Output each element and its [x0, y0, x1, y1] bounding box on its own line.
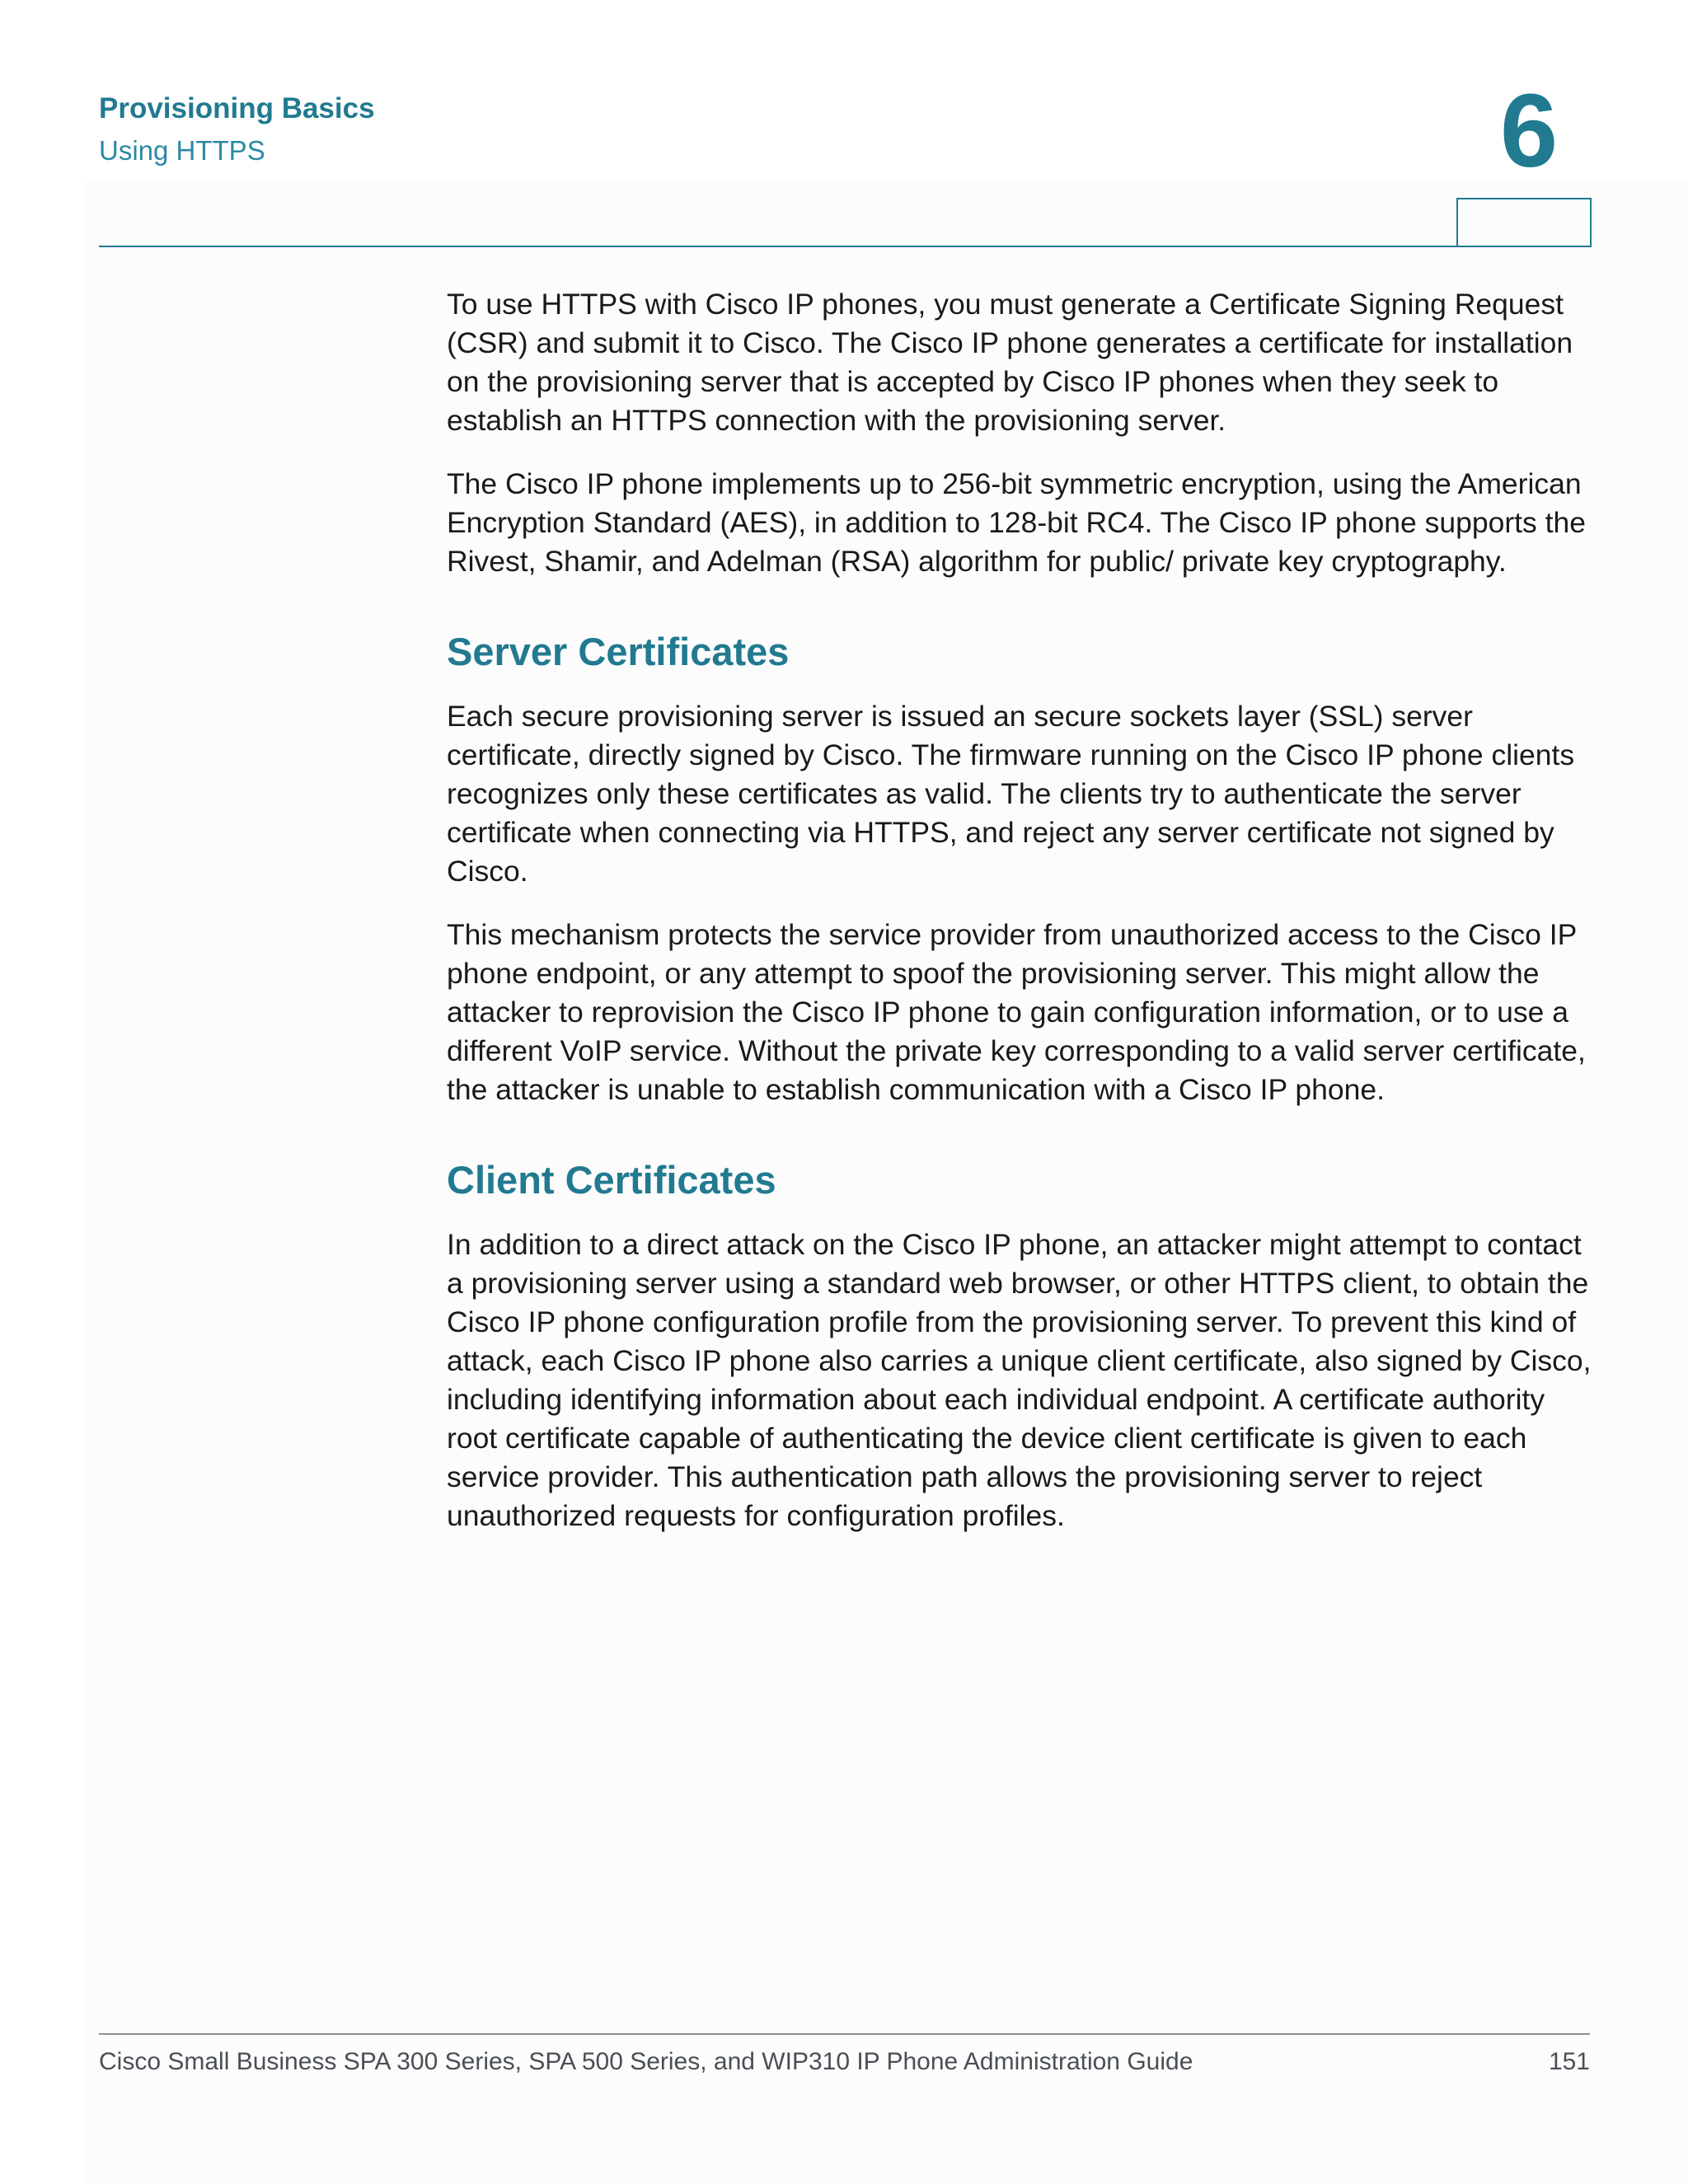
server-certificates-paragraph: This mechanism protects the service provider from unauthorized access to the Cisco IP phone endpoint, or any attempt to spoof the provisioning server. This might allow the attacker to reprovision the Cisco IP phone to gain configuration information, or to use a different VoIP service. Without the private key corresponding to a valid server certificate, the attacker is unable to establish communication with a Cisco IP phone.: [447, 918, 1586, 1106]
client-certificates-paragraph: In addition to a direct attack on the Cisco IP phone, an attacker might attempt to contact a provisioning server using a standard web browser, or other HTTPS client, to obtain the Cisco IP phone configuration profile from the provisioning server. To prevent this kind of attack, each Cisco IP phone also carries a unique client certificate, also signed by Cisco, including identifying information about each individual endpoint. A certificate authority root certificate capable of authenticating the device client certificate is given to each service provider. This authentication path allows the provisioning server to reject unauthorized requests for configuration profiles.: [447, 1228, 1592, 1532]
header-divider: [99, 246, 1590, 247]
footer-document-title: Cisco Small Business SPA 300 Series, SPA 500 Series, and WIP310 IP Phone Administration Guide: [99, 2048, 1193, 2075]
chapter-number-box: [1456, 198, 1592, 247]
server-certificates-heading: Server Certificates: [447, 630, 790, 673]
server-certificates-paragraph: Each secure provisioning server is issued an secure sockets layer (SSL) server certificate, directly signed by Cisco. The firmware running on the Cisco IP phone clients recognizes only these certificates as valid. The clients try to authenticate the server certificate when connecting via HTTPS, and reject any server certificate not signed by Cisco.: [447, 700, 1575, 888]
client-certificates-heading: Client Certificates: [447, 1158, 776, 1202]
page-number: 151: [1548, 2048, 1590, 2075]
main-content: [447, 285, 1601, 1535]
intro-paragraph: To use HTTPS with Cisco IP phones, you must generate a Certificate Signing Request (CSR) and submit it to Cisco. The Cisco IP phone generates a certificate for installation on the provisioning server that is accepted by Cisco IP phones when they seek to establish an HTTPS connection with the provisioning server.: [447, 288, 1573, 437]
intro-paragraph: The Cisco IP phone implements up to 256-bit symmetric encryption, using the American Encryption Standard (AES), in addition to 128-bit RC4. The Cisco IP phone supports the Rivest, Shamir, and Adelman (RSA) algorithm for public/ private key cryptography.: [447, 467, 1587, 578]
section-title: Using HTTPS: [99, 135, 265, 166]
footer-divider: [99, 2033, 1590, 2035]
chapter-number: 6: [1499, 73, 1559, 189]
chapter-title: Provisioning Basics: [99, 92, 375, 124]
